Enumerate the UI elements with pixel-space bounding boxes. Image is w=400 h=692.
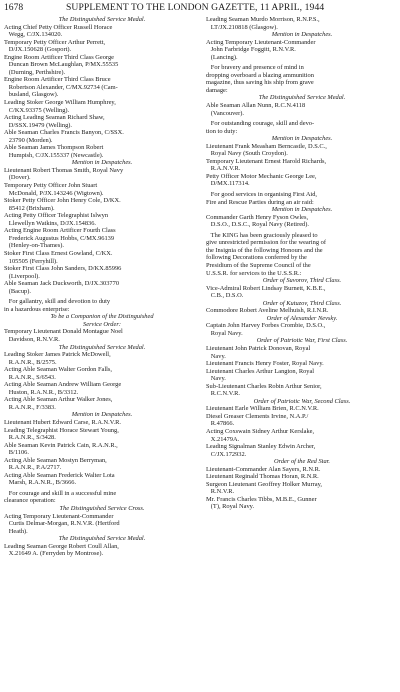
- page-header: [4, 2, 396, 14]
- text-line: Humpish, C/JX.155337 (Newcastle).: [4, 151, 104, 159]
- text-line: Diesel Greaser Clements Irvine, N.A.P./: [206, 412, 309, 420]
- text-line: R.A.N.R., B/2575.: [4, 358, 57, 366]
- text-line: busland, Glasgow).: [4, 91, 59, 99]
- text-line: Sub-Lieutenant Charles Robin Arthur Senior,: [206, 382, 322, 390]
- section-heading: Order of Kutuzov, Third Class.: [262, 299, 342, 307]
- text-line: magazine, thus saving his ship from grave: [206, 79, 314, 87]
- text-line: Duncan Brown McLaughlan, P/MX.55535: [4, 61, 119, 69]
- text-line: Surgeon Lieutenant Geoffrey Holker Murray,: [206, 480, 322, 488]
- text-line: D/SSX.19479 (Welling).: [4, 121, 73, 129]
- section-heading: Mention in Despatches.: [271, 31, 333, 39]
- section-heading: Order of Alexander Nevsky.: [266, 314, 338, 322]
- section-heading: Mention in Despatches.: [271, 206, 333, 214]
- text-line: Able Seaman Charles Francis Banyon, C/SSX.: [4, 129, 124, 137]
- text-line: The KING has been graciously pleased to: [206, 231, 318, 239]
- text-line: C/KX.93375 (Welling).: [4, 106, 70, 114]
- text-line: R.A.N.R., S/3428.: [4, 434, 56, 442]
- text-line: For courage and skill in a successful mine: [4, 489, 117, 497]
- text-line: Marsh, R.A.N.R., B/3666.: [4, 479, 77, 487]
- text-line: Lieutenant Frank Measham Berncastle, D.S.C.,: [206, 142, 327, 150]
- text-line: C.B., D.S.O.: [206, 292, 244, 300]
- text-line: John Farbridge Foggitt, R.N.V.R.: [206, 46, 296, 54]
- text-line: Leading Seaman Murdo Morrison, R.N.P.S.,: [206, 16, 320, 23]
- text-line: Petty Officer Motor Mechanic George Lee,: [206, 172, 317, 180]
- text-line: D/JX.150628 (Gosport).: [4, 46, 72, 54]
- text-line: Lieutenant John Patrick Donovan, Royal: [206, 344, 311, 352]
- text-line: Engine Room Artificer Third Class George: [4, 53, 114, 61]
- text-line: R.A.N.V.R.: [206, 165, 241, 173]
- page-number: 1678: [4, 2, 24, 13]
- text-line: (Liverpool).: [4, 272, 40, 280]
- text-line: Temporary Petty Officer John Stuart: [4, 182, 98, 190]
- text-line: Fire and Rescue Parties during an air raid:: [206, 198, 314, 206]
- text-line: following Decorations conferred by the: [206, 254, 307, 262]
- text-line: Lieutenant Earle William Brien, R.C.N.V.R.: [206, 405, 319, 413]
- text-line: the Insignia of the following Honours and the: [206, 246, 323, 254]
- text-line: damage:: [206, 86, 228, 94]
- text-line: D/MX.117314.: [206, 180, 250, 188]
- text-line: Lieutenant Charles Arthur Langton, Royal: [206, 367, 315, 375]
- text-line: (Bacup).: [4, 287, 31, 295]
- section-heading: To be a Companion of the Distinguished: [50, 313, 154, 321]
- text-line: Vice-Admiral Robert Lindsay Burnett, K.B.E.,: [206, 284, 326, 292]
- text-line: Commodore Robert Aveline Melhuish, R.I.N.R.: [206, 307, 329, 315]
- text-line: Lieutenant-Commander Alan Sayers, R.N.R.: [206, 465, 321, 473]
- text-line: R.A.N.R., P.A/2717.: [4, 464, 62, 472]
- text-line: Llewellyn Watkins, D/JX.154836.: [4, 219, 97, 227]
- text-line: Leading Stoker James Patrick McDowell,: [4, 351, 111, 359]
- text-line: (T), Royal Navy.: [206, 503, 255, 511]
- section-heading: The Distinguished Service Medal.: [58, 16, 146, 23]
- right-column: [206, 16, 398, 692]
- section-heading: The Distinguished Service Medal.: [58, 343, 146, 351]
- text-line: U.S.S.R. for services to the U.S.S.R.:: [206, 269, 302, 277]
- text-line: dropping overboard a blazing ammunition: [206, 71, 314, 79]
- text-line: Acting Able Seaman Frederick Walter Lota: [4, 471, 115, 479]
- text-line: give unrestricted permission for the wearing of: [206, 239, 326, 247]
- text-line: Huston, R.A.N.R., B/3312.: [4, 388, 79, 396]
- text-line: Acting Temporary Lieutenant-Commander: [206, 38, 316, 46]
- text-line: C/JX.172932.: [206, 450, 247, 458]
- page-title: SUPPLEMENT TO THE LONDON GAZETTE, 11 APRIL, 1944: [66, 2, 325, 13]
- text-line: Lieutenant Francis Henry Foster, Royal Navy.: [206, 360, 324, 368]
- text-line: X.21479A.: [206, 435, 240, 443]
- text-line: Acting Able Seaman Andrew William George: [4, 381, 122, 389]
- section-heading: Order of Suvorov, Third Class.: [262, 277, 342, 285]
- text-line: R.A.N.R., S/6543.: [4, 373, 56, 381]
- text-line: D.S.O., D.S.C., Royal Navy (Retired).: [206, 221, 309, 229]
- text-line: B/1106.: [4, 449, 29, 457]
- text-line: R.A.N.R., F/3383.: [4, 403, 56, 411]
- text-line: Acting Temporary Lieutenant-Commander: [4, 512, 114, 520]
- text-line: (Vancouver).: [206, 109, 244, 117]
- text-line: Acting Engine Room Artificer Fourth Class: [4, 227, 116, 235]
- section-heading: The Distinguished Service Cross.: [59, 505, 145, 512]
- text-line: Leading Seaman George Robert Coull Allan,: [4, 542, 119, 550]
- text-line: Navy.: [206, 352, 226, 360]
- text-line: R.47866.: [206, 420, 235, 428]
- text-line: LT/JX.210818 (Glasgow).: [206, 23, 278, 31]
- section-heading: Order of Patriotic War, Second Class.: [253, 397, 351, 405]
- text-line: Temporary Petty Officer Arthur Perrett,: [4, 38, 106, 46]
- text-line: For bravery and presence of mind in: [206, 64, 304, 72]
- text-line: Navy.: [206, 375, 226, 383]
- text-line: Temporary Lieutenant Donald Montague Noel: [4, 328, 123, 336]
- text-line: Curtis Delmar-Morgan, R.N.V.R. (Hertford: [4, 520, 120, 528]
- text-line: (Henley-on-Thames).: [4, 242, 64, 250]
- text-line: Able Seaman James Thompson Robert: [4, 144, 104, 152]
- text-line: For gallantry, skill and devotion to duty: [4, 298, 111, 306]
- section-heading: Order of the Red Star.: [273, 458, 331, 466]
- text-line: Stoker First Class John Sanders, D/KX.85996: [4, 265, 122, 273]
- text-line: Lieutenant Reginald Thomas Horan, R.N.R.: [206, 473, 319, 481]
- text-line: (Lancing).: [206, 53, 238, 61]
- text-line: Leading Stoker George William Humphrey,: [4, 99, 116, 107]
- text-line: Leading Telegraphist Horace Stewart Young,: [4, 426, 119, 434]
- text-line: Acting Petty Officer Telegraphist Islwyn: [4, 212, 109, 220]
- text-line: Presidium of the Supreme Council of the: [206, 261, 311, 269]
- section-heading: The Distinguished Service Medal.: [58, 535, 146, 543]
- text-line: Able Seaman Jack Duckworth, D/JX.303770: [4, 280, 120, 288]
- text-line: Commander Garth Henry Fyson Owles,: [206, 213, 309, 221]
- text-line: Frederick Augustus Hobbs, C/MX.96139: [4, 234, 115, 242]
- text-line: X.21649 A. (Ferryden by Montrose).: [4, 550, 104, 558]
- text-line: in a hazardous enterprise:: [4, 305, 70, 313]
- text-line: Royal Navy.: [206, 329, 243, 337]
- text-line: For good services in organising First Aid,: [206, 191, 318, 199]
- text-line: Lieutenant Hubert Edward Carse, R.A.N.V.R.: [4, 418, 122, 426]
- text-line: Davidson, R.N.V.R.: [4, 335, 60, 343]
- text-line: (Durning, Perthshire).: [4, 68, 66, 76]
- text-line: Leading Signalman Stanley Edwin Archer,: [206, 443, 316, 451]
- text-line: 85412 (Brixham).: [4, 204, 55, 212]
- text-line: Acting Chief Petty Officer Russell Horace: [4, 23, 113, 31]
- text-line: Acting Able Seaman Walter Gordon Falls,: [4, 366, 112, 374]
- text-line: 23790 (Morden).: [4, 136, 53, 144]
- text-line: Captain John Harvey Forbes Crombie, D.S.O.,: [206, 322, 326, 330]
- section-heading: The Distinguished Service Medal.: [258, 94, 346, 102]
- text-line: Stoker First Class Ernest Gowland, C/KX.: [4, 249, 113, 257]
- text-line: R.N.V.R.: [206, 488, 235, 496]
- section-heading: Mention in Despatches.: [71, 159, 133, 167]
- text-line: tion to duty:: [206, 127, 238, 135]
- text-line: McDonald, P/JX.143246 (Wigtown).: [4, 189, 104, 197]
- text-line: For outstanding courage, skill and devo-: [206, 120, 315, 128]
- text-line: Acting Leading Seaman Richard Shaw,: [4, 114, 105, 122]
- section-heading: Mention in Despatches.: [71, 411, 133, 419]
- text-line: Mr. Francis Charles Tibbs, M.B.E., Gunner: [206, 495, 317, 503]
- left-column: [4, 16, 200, 692]
- section-heading: Order of Patriotic War, First Class.: [256, 337, 348, 345]
- text-line: clearance operation:: [4, 497, 56, 505]
- text-line: Able Seaman Kevin Patrick Cain, R.A.N.R.,: [4, 441, 118, 449]
- text-line: Acting Able Seaman Arthur Walker Jones,: [4, 396, 113, 404]
- text-line: Stoker Petty Officer John Henry Cole, D/KX.: [4, 197, 121, 205]
- section-heading: Mention in Despatches.: [271, 135, 333, 143]
- text-line: Royal Navy (South Croydon).: [206, 150, 288, 158]
- text-line: Acting Coxswain Sidney Arthur Kerslake,: [206, 427, 315, 435]
- text-line: Acting Able Seaman Mostyn Berryman,: [4, 456, 107, 464]
- text-line: R.C.N.V.R.: [206, 390, 240, 398]
- text-line: 105505 (Ferryhill).: [4, 257, 58, 265]
- text-line: Able Seaman Allan Nunn, R.C.N.4118: [206, 102, 306, 110]
- text-line: Wegg, C/JX.134020.: [4, 31, 63, 39]
- text-line: Lieutenant Robert Thomas Smith, Royal Navy: [4, 166, 124, 174]
- text-line: Engine Room Artificer Third Class Bruce: [4, 76, 111, 84]
- text-line: Heath).: [4, 527, 28, 535]
- text-line: (Dover).: [4, 174, 31, 182]
- text-line: Robertson Alexander, C/MX.92734 (Cam-: [4, 83, 118, 91]
- section-heading: Service Order:: [83, 320, 121, 328]
- text-line: Temporary Lieutenant Ernest Harold Richards,: [206, 157, 327, 165]
